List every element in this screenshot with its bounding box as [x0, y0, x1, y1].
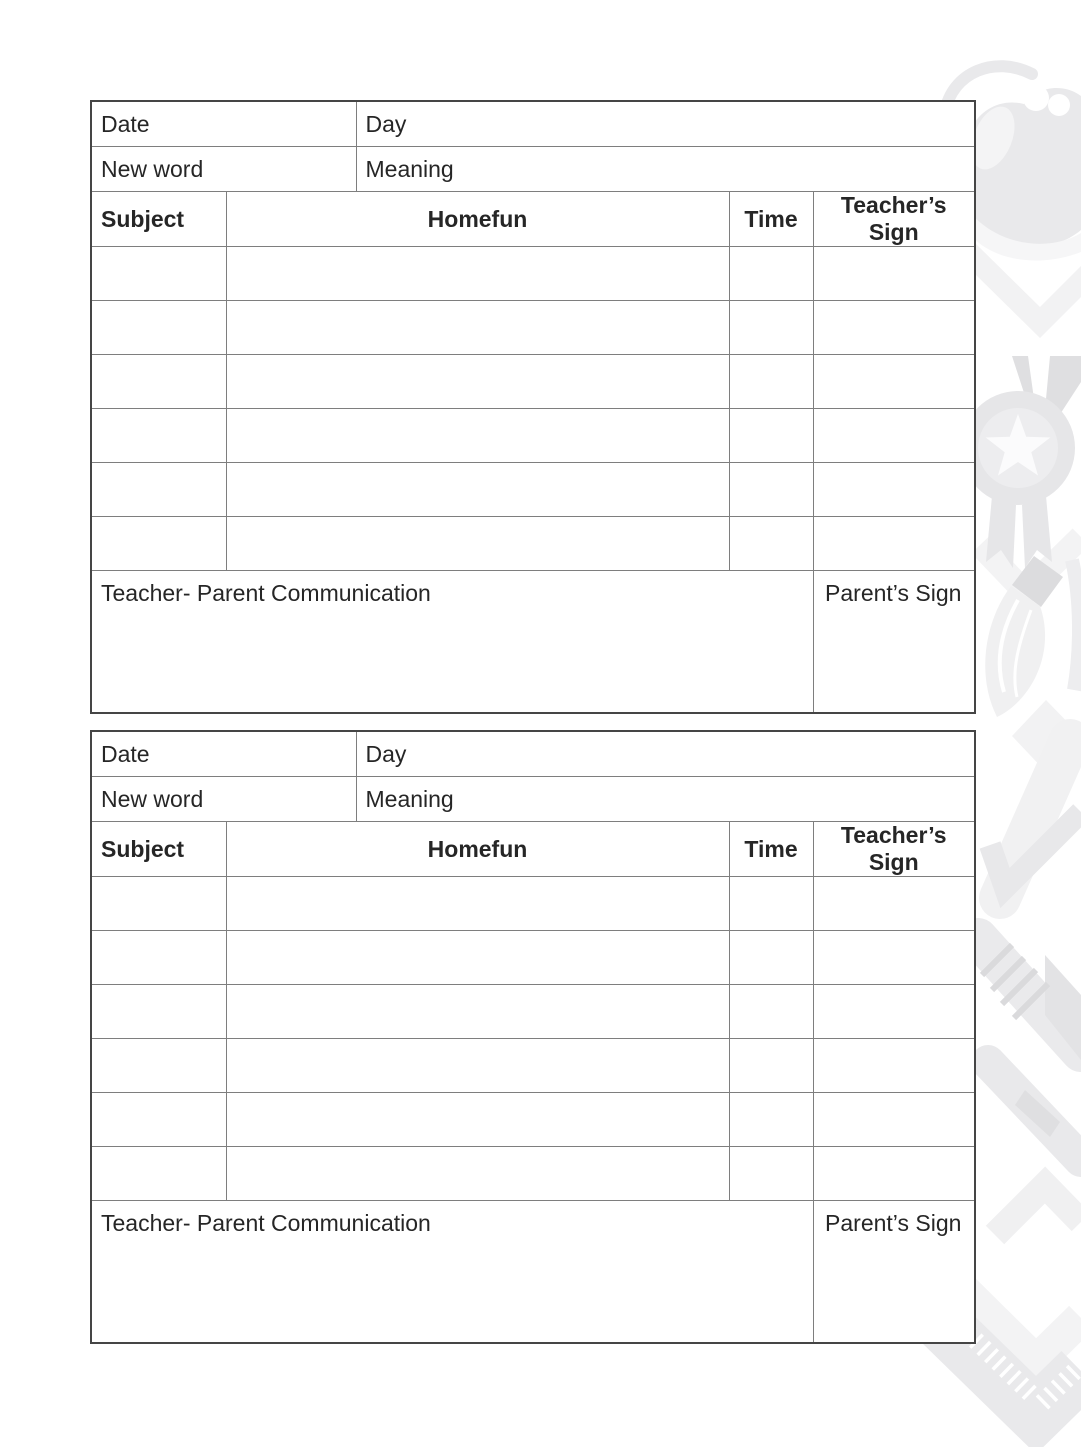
- new-word-cell: New word: [91, 777, 356, 822]
- date-cell: Date: [91, 101, 356, 147]
- subject-cell: [91, 877, 226, 931]
- homefun-cell: [226, 247, 729, 301]
- homework-row: [91, 463, 975, 517]
- homework-row: [91, 247, 975, 301]
- homework-row: [91, 355, 975, 409]
- subject-cell: [91, 1039, 226, 1093]
- subject-cell: [91, 301, 226, 355]
- time-cell: [729, 1093, 813, 1147]
- teacher-sign-cell: [813, 355, 975, 409]
- date-day-row: [91, 101, 975, 147]
- teacher-sign-cell: [813, 877, 975, 931]
- subject-header: Subject: [91, 822, 226, 877]
- communication-cell: Teacher- Parent Communication: [91, 1201, 813, 1344]
- homefun-header: Homefun: [226, 822, 729, 877]
- subject-cell: [91, 355, 226, 409]
- diary-table: [90, 100, 976, 714]
- teacher-sign-cell: [813, 1093, 975, 1147]
- parent-sign-cell: Parent’s Sign: [813, 571, 975, 714]
- homework-row: [91, 877, 975, 931]
- time-cell: [729, 1039, 813, 1093]
- teacher-sign-cell: [813, 985, 975, 1039]
- communication-row: [91, 1201, 975, 1344]
- subject-cell: [91, 1147, 226, 1201]
- homefun-cell: [226, 1093, 729, 1147]
- time-cell: [729, 517, 813, 571]
- time-cell: [729, 301, 813, 355]
- subject-cell: [91, 247, 226, 301]
- homefun-cell: [226, 1039, 729, 1093]
- teacher-sign-cell: [813, 247, 975, 301]
- time-cell: [729, 355, 813, 409]
- homefun-cell: [226, 463, 729, 517]
- homefun-cell: [226, 931, 729, 985]
- homework-row: [91, 1147, 975, 1201]
- meaning-cell: Meaning: [356, 777, 975, 822]
- time-cell: [729, 1147, 813, 1201]
- date-cell: Date: [91, 731, 356, 777]
- subject-cell: [91, 1093, 226, 1147]
- subject-cell: [91, 517, 226, 571]
- teacher-sign-cell: [813, 517, 975, 571]
- homefun-cell: [226, 355, 729, 409]
- homefun-cell: [226, 517, 729, 571]
- homework-row: [91, 517, 975, 571]
- homework-row: [91, 985, 975, 1039]
- subject-header: Subject: [91, 192, 226, 247]
- teacher-sign-cell: [813, 409, 975, 463]
- day-cell: Day: [356, 101, 975, 147]
- teacher-sign-cell: [813, 301, 975, 355]
- time-cell: [729, 463, 813, 517]
- homefun-cell: [226, 1147, 729, 1201]
- communication-cell: Teacher- Parent Communication: [91, 571, 813, 714]
- homefun-header: Homefun: [226, 192, 729, 247]
- time-cell: [729, 247, 813, 301]
- time-cell: [729, 877, 813, 931]
- teacher-sign-cell: [813, 931, 975, 985]
- homework-row: [91, 931, 975, 985]
- meaning-cell: Meaning: [356, 147, 975, 192]
- day-cell: Day: [356, 731, 975, 777]
- time-cell: [729, 409, 813, 463]
- date-day-row: [91, 731, 975, 777]
- homefun-cell: [226, 409, 729, 463]
- subject-cell: [91, 409, 226, 463]
- time-header: Time: [729, 192, 813, 247]
- time-cell: [729, 985, 813, 1039]
- header-row: [91, 192, 975, 247]
- teacher-sign-cell: [813, 1039, 975, 1093]
- subject-cell: [91, 931, 226, 985]
- new-word-cell: New word: [91, 147, 356, 192]
- teacher-sign-header: Teacher’s Sign: [813, 192, 975, 247]
- header-row: [91, 822, 975, 877]
- teacher-sign-header: Teacher’s Sign: [813, 822, 975, 877]
- teacher-sign-cell: [813, 463, 975, 517]
- parent-sign-cell: Parent’s Sign: [813, 1201, 975, 1344]
- homework-row: [91, 409, 975, 463]
- homefun-cell: [226, 301, 729, 355]
- homework-row: [91, 1039, 975, 1093]
- crossed-pencils-icon: [978, 938, 1081, 1235]
- homework-row: [91, 1093, 975, 1147]
- homework-row: [91, 301, 975, 355]
- teacher-sign-cell: [813, 1147, 975, 1201]
- diary-table: [90, 730, 976, 1344]
- communication-row: [91, 571, 975, 714]
- homefun-cell: [226, 877, 729, 931]
- new-word-row: [91, 777, 975, 822]
- time-header: Time: [729, 822, 813, 877]
- time-cell: [729, 931, 813, 985]
- new-word-row: [91, 147, 975, 192]
- subject-cell: [91, 985, 226, 1039]
- homefun-cell: [226, 985, 729, 1039]
- medal-star-icon: [961, 356, 1081, 592]
- pencil-band-icon: [990, 740, 1081, 898]
- subject-cell: [91, 463, 226, 517]
